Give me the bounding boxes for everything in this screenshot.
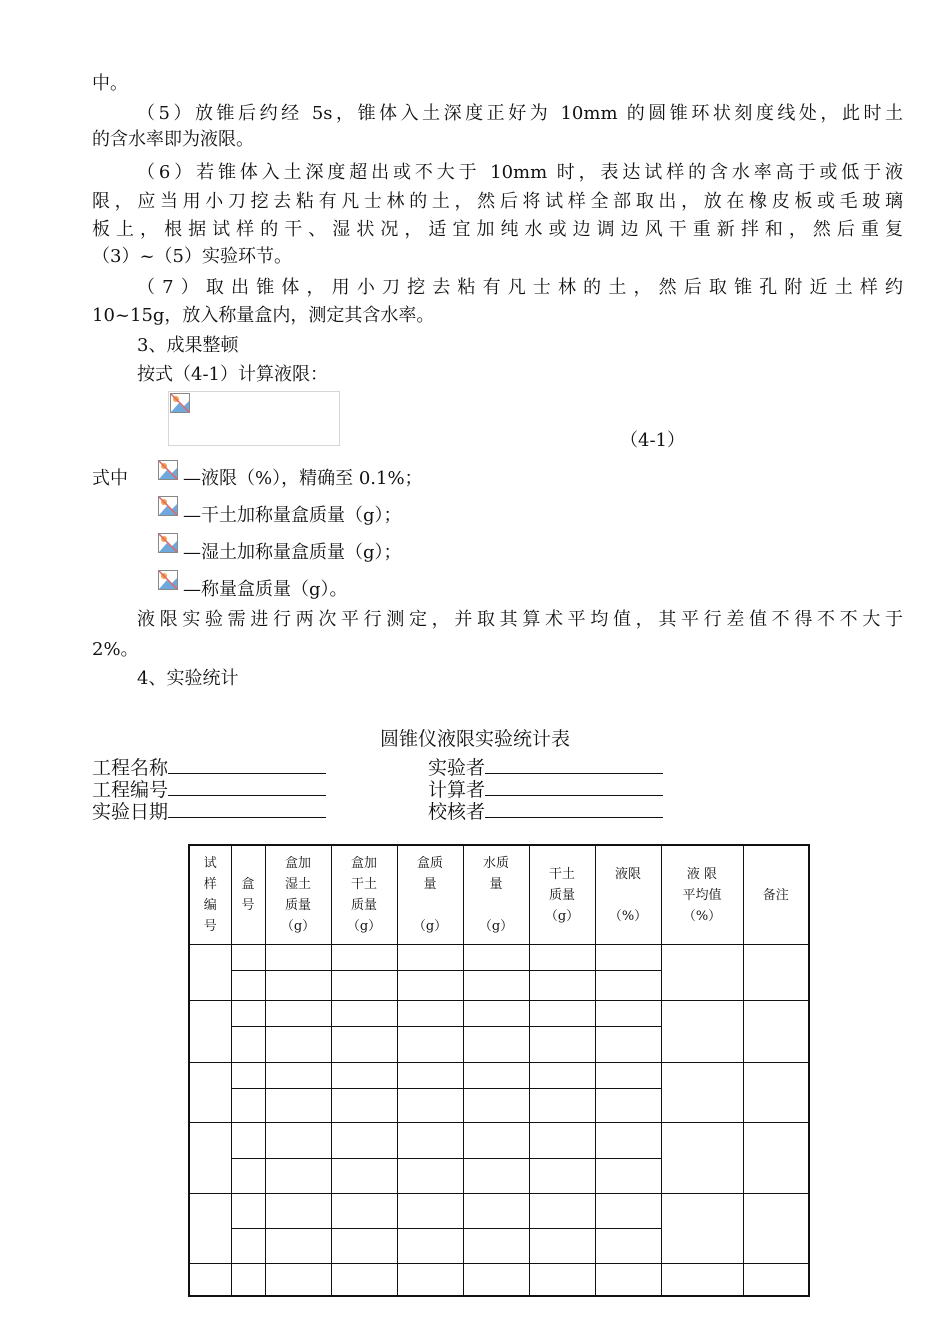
info-test-date — [92, 799, 326, 823]
text-line-4: （6）若锥体入土深度超出或不大于 10mm 时，表达试样的含水率高于或低于液 — [137, 162, 903, 183]
table-cell[interactable] — [397, 1264, 463, 1296]
info-label: 工程编号 — [92, 779, 169, 801]
table-cell[interactable] — [331, 1194, 397, 1229]
table-cell[interactable] — [265, 1001, 331, 1027]
table-cell[interactable] — [231, 945, 265, 971]
table-cell[interactable] — [463, 1123, 529, 1159]
text-line-1: 中。 — [92, 73, 128, 94]
text-line-formula-intro: 按式（4-1）计算液限： — [137, 364, 328, 385]
table-cell[interactable] — [595, 1027, 661, 1063]
table-cell[interactable] — [595, 1194, 661, 1229]
table-cell[interactable] — [463, 971, 529, 1001]
table-cell[interactable] — [397, 1001, 463, 1027]
table-cell[interactable] — [529, 1001, 595, 1027]
fill-line — [168, 799, 326, 818]
table-cell[interactable] — [595, 1159, 661, 1194]
header-box-mass: 盒质 量 （g） — [397, 845, 463, 945]
table-cell[interactable] — [331, 1027, 397, 1063]
table-cell[interactable] — [397, 945, 463, 971]
table-cell[interactable] — [529, 945, 595, 971]
table-cell[interactable] — [265, 1089, 331, 1123]
text-line-9: 10~15g，放入称量盒内，测定其含水率。 — [92, 305, 435, 326]
table-cell[interactable] — [463, 1027, 529, 1063]
table-row — [189, 1001, 809, 1027]
liquid-limit-record-table — [188, 844, 810, 1297]
equation-number: （4-1） — [620, 430, 685, 451]
table-cell[interactable] — [331, 1063, 397, 1089]
formula-image-placeholder — [168, 391, 340, 446]
table-cell[interactable] — [231, 1001, 265, 1027]
text-line-7: （3）~（5）实验环节。 — [92, 246, 292, 267]
definition-liquid-limit: —液限（%），精确至 0.1%； — [183, 468, 423, 489]
table-cell[interactable] — [231, 1027, 265, 1063]
table-cell[interactable] — [189, 1264, 231, 1296]
table-header-row — [189, 845, 809, 945]
table-row — [189, 1063, 809, 1089]
table-cell[interactable] — [231, 1063, 265, 1089]
text-line-2: （5）放锥后约经 5s，锥体入土深度正好为 10mm 的圆锥环状刻度线处，此时土 — [137, 103, 903, 124]
info-label: 实验日期 — [92, 801, 169, 823]
info-project-name — [92, 755, 326, 779]
header-water-mass: 水质 量 （g） — [463, 845, 529, 945]
table-cell[interactable] — [397, 1159, 463, 1194]
table-cell[interactable] — [743, 1123, 809, 1194]
table-cell[interactable] — [463, 1001, 529, 1027]
fill-line — [168, 777, 326, 796]
table-cell[interactable] — [595, 1063, 661, 1089]
table-cell[interactable] — [265, 971, 331, 1001]
table-cell[interactable] — [265, 1123, 331, 1159]
table-cell[interactable] — [231, 1194, 265, 1229]
table-cell[interactable] — [397, 1123, 463, 1159]
table-cell[interactable] — [595, 971, 661, 1001]
table-cell[interactable] — [397, 1194, 463, 1229]
table-cell[interactable] — [595, 1229, 661, 1264]
broken-image-icon — [158, 460, 178, 480]
table-cell[interactable] — [231, 1264, 265, 1296]
table-cell[interactable] — [661, 1194, 743, 1264]
table-cell[interactable] — [265, 1027, 331, 1063]
section-heading-results: 3、成果整顿 — [137, 335, 239, 356]
table-cell[interactable] — [743, 1264, 809, 1296]
section-heading-records: 4、实验统计 — [137, 668, 239, 689]
table-cell[interactable] — [189, 1194, 231, 1264]
info-label: 校核者 — [428, 801, 486, 823]
table-cell[interactable] — [463, 1229, 529, 1264]
broken-image-icon — [158, 533, 178, 553]
table-title: 圆锥仪液限实验统计表 — [379, 728, 570, 750]
table-cell[interactable] — [265, 1063, 331, 1089]
definition-box-mass: —称量盒质量（g）。 — [183, 579, 348, 600]
table-cell[interactable] — [661, 1123, 743, 1194]
table-cell[interactable] — [265, 1159, 331, 1194]
definition-wet-soil-box: —湿土加称量盒质量（g）； — [183, 542, 402, 563]
header-box-dry-soil: 盒加 干土 质量 （g） — [331, 845, 397, 945]
table-row — [189, 945, 809, 971]
table-cell[interactable] — [595, 1123, 661, 1159]
table-cell[interactable] — [231, 1123, 265, 1159]
table-cell[interactable] — [743, 1001, 809, 1063]
table-cell[interactable] — [463, 1063, 529, 1089]
table-cell[interactable] — [743, 1063, 809, 1123]
where-prefix: 式中 — [92, 468, 128, 489]
fill-line — [168, 755, 326, 774]
table-cell[interactable] — [661, 1001, 743, 1063]
text-line-8: （7）取出锥体，用小刀挖去粘有凡士林的土，然后取锥孔附近土样约 — [137, 277, 903, 298]
table-cell[interactable] — [595, 945, 661, 971]
table-cell[interactable] — [529, 1063, 595, 1089]
header-sample-no: 试 样 编 号 — [189, 845, 231, 945]
info-label: 计算者 — [428, 779, 486, 801]
text-line-3: 的含水率即为液限。 — [92, 129, 254, 150]
table-cell[interactable] — [231, 971, 265, 1001]
table-cell[interactable] — [265, 945, 331, 971]
table-cell[interactable] — [529, 1089, 595, 1123]
table-cell[interactable] — [331, 1001, 397, 1027]
table-cell[interactable] — [231, 1089, 265, 1123]
table-cell[interactable] — [265, 1264, 331, 1296]
header-dry-soil-mass: 干土 质量 （g） — [529, 845, 595, 945]
table-cell[interactable] — [529, 1264, 595, 1296]
info-tester — [428, 755, 663, 779]
text-line-6: 板上，根据试样的干、湿状况，适宜加纯水或边调边风干重新拌和，然后重复 — [92, 219, 903, 240]
table-row — [189, 1194, 809, 1229]
table-cell[interactable] — [189, 1001, 231, 1063]
table-cell[interactable] — [661, 1063, 743, 1123]
text-line-parallel: 液限实验需进行两次平行测定，并取其算术平均值，其平行差值不得不不大于 — [137, 609, 903, 630]
table-cell[interactable] — [189, 1063, 231, 1123]
fill-line — [485, 755, 663, 774]
table-cell[interactable] — [331, 1264, 397, 1296]
table-cell[interactable] — [463, 1264, 529, 1296]
table-cell[interactable] — [189, 1123, 231, 1194]
table-row — [189, 1264, 809, 1296]
info-calculator — [428, 777, 663, 801]
info-label: 实验者 — [428, 757, 486, 779]
table-cell[interactable] — [331, 1159, 397, 1194]
table-cell[interactable] — [397, 1089, 463, 1123]
text-line-percent: 2%。 — [92, 639, 139, 660]
header-average: 液 限 平均值 （%） — [661, 845, 743, 945]
table-cell[interactable] — [397, 1063, 463, 1089]
table-cell[interactable] — [231, 1229, 265, 1264]
table-cell[interactable] — [331, 1089, 397, 1123]
table-row — [189, 1123, 809, 1159]
table-cell[interactable] — [595, 1089, 661, 1123]
table-cell[interactable] — [661, 1264, 743, 1296]
table-cell[interactable] — [529, 1159, 595, 1194]
broken-image-icon — [158, 570, 178, 590]
table-cell[interactable] — [331, 945, 397, 971]
table-cell[interactable] — [529, 1027, 595, 1063]
header-box-wet-soil: 盒加 湿土 质量 （g） — [265, 845, 331, 945]
table-cell[interactable] — [529, 1123, 595, 1159]
table-cell[interactable] — [397, 1027, 463, 1063]
table-cell[interactable] — [595, 1001, 661, 1027]
table-cell[interactable] — [529, 1229, 595, 1264]
table-cell[interactable] — [265, 1229, 331, 1264]
table-cell[interactable] — [529, 971, 595, 1001]
definition-dry-soil-box: —干土加称量盒质量（g）； — [183, 505, 402, 526]
info-label: 工程名称 — [92, 757, 169, 779]
table-cell[interactable] — [661, 945, 743, 1001]
text-line-5: 限，应当用小刀挖去粘有凡士林的土，然后将试样全部取出，放在橡皮板或毛玻璃 — [92, 191, 903, 212]
table-cell[interactable] — [397, 1229, 463, 1264]
table-cell[interactable] — [331, 1123, 397, 1159]
fill-line — [485, 799, 663, 818]
header-remarks: 备注 — [743, 845, 809, 945]
table-cell[interactable] — [743, 1194, 809, 1264]
table-cell[interactable] — [463, 1159, 529, 1194]
table-cell[interactable] — [397, 971, 463, 1001]
table-cell[interactable] — [265, 1194, 331, 1229]
table-cell[interactable] — [331, 1229, 397, 1264]
table-cell[interactable] — [231, 1159, 265, 1194]
table-cell[interactable] — [529, 1194, 595, 1229]
broken-image-icon — [170, 393, 190, 413]
table-cell[interactable] — [463, 1194, 529, 1229]
fill-line — [485, 777, 663, 796]
header-liquid-limit: 液限 （%） — [595, 845, 661, 945]
table-cell[interactable] — [189, 945, 231, 1001]
header-box-no: 盒 号 — [231, 845, 265, 945]
table-cell[interactable] — [463, 1089, 529, 1123]
info-checker — [428, 799, 663, 823]
table-cell[interactable] — [463, 945, 529, 971]
info-project-no — [92, 777, 326, 801]
table-cell[interactable] — [595, 1264, 661, 1296]
table-cell[interactable] — [331, 971, 397, 1001]
broken-image-icon — [158, 496, 178, 516]
table-cell[interactable] — [743, 945, 809, 1001]
